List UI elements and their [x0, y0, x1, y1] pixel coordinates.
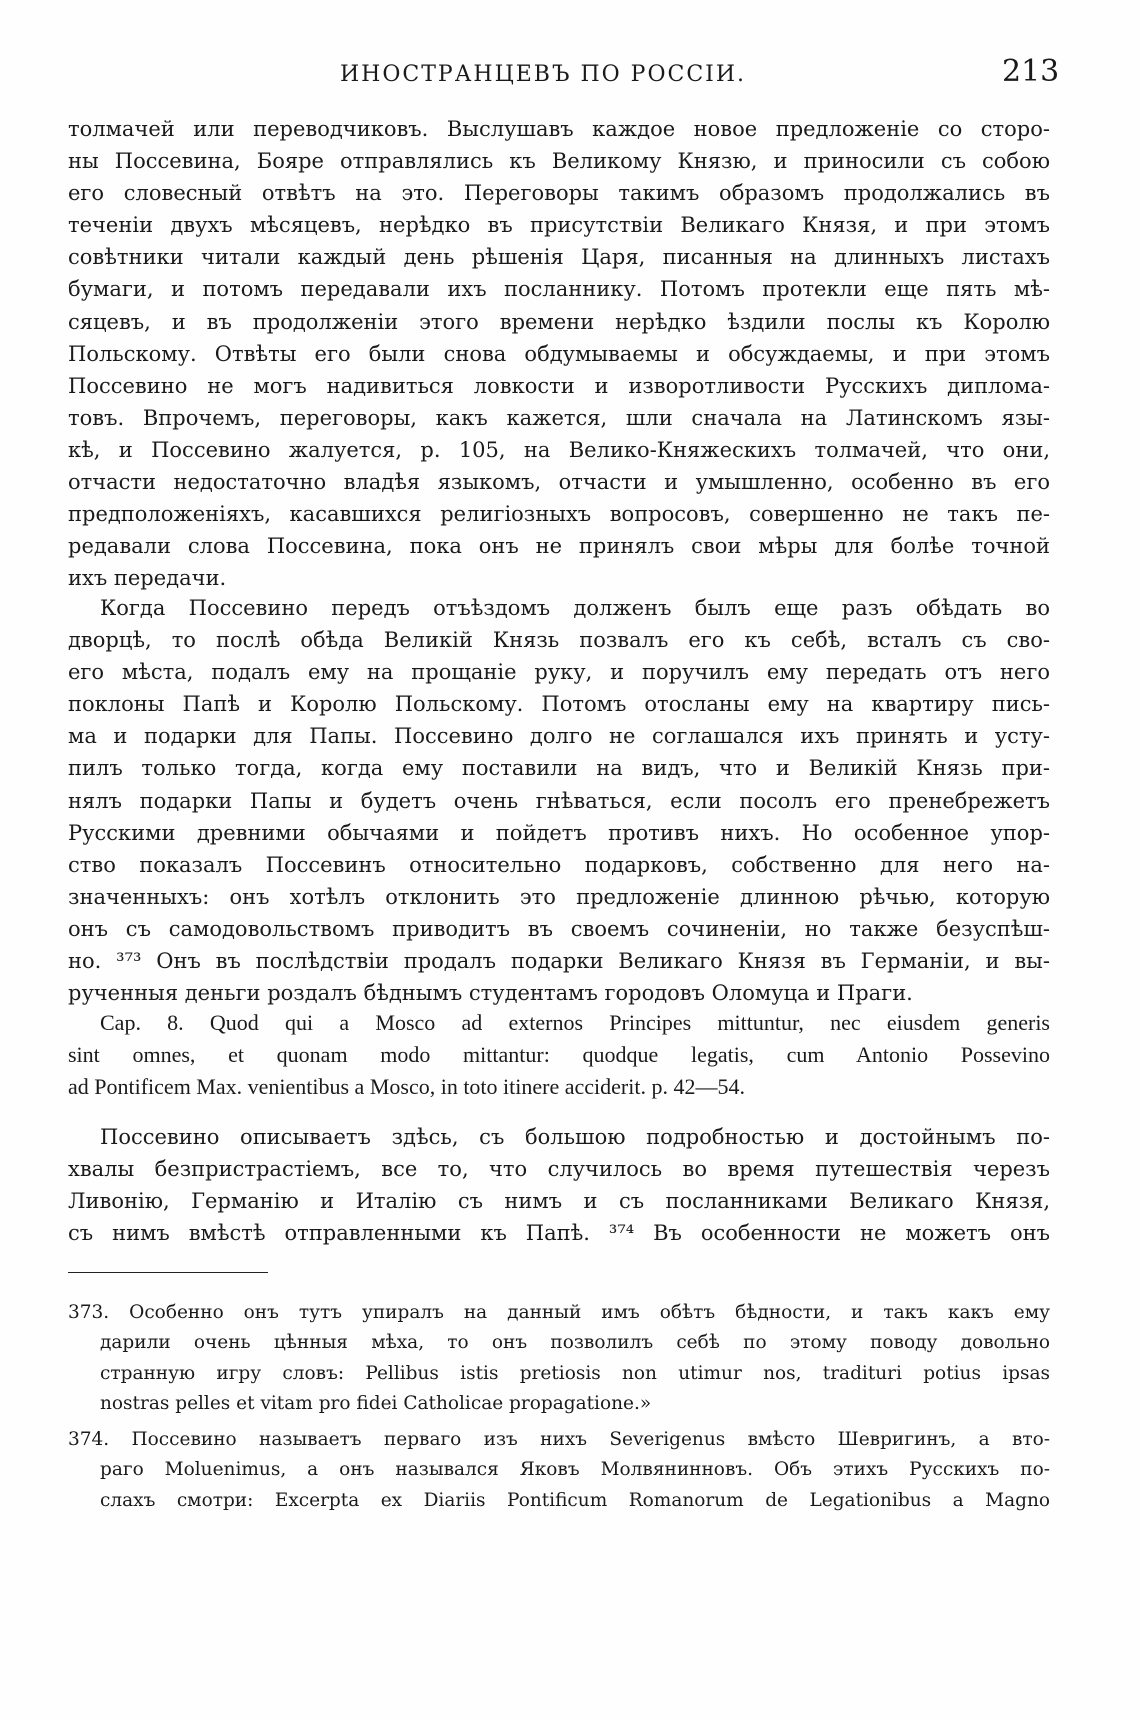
text-line: онъ съ самодовольствомъ приводитъ въ своемъ сочиненіи, но также безуспѣш- [68, 916, 1050, 941]
paragraph-1 [68, 113, 1050, 594]
text-line: ad Pontificem Max. venientibus a Mosco, in toto itinere acciderit. p. 42—54. [68, 1074, 745, 1100]
text-line: совѣтники читали каждый день рѣшенія Царя, писанныя на длинныхъ листахъ [68, 245, 1050, 270]
text-line: пилъ только тогда, когда ему поставили на видъ, что и Великій Князь при- [68, 756, 1050, 781]
text-line: ны Поссевина, Бояре отправлялись къ Великому Князю, и приносили съ собою [68, 149, 1050, 174]
footnote-line: 373. Особенно онъ тутъ упиралъ на данный имъ обѣтъ бѣдности, и такъ какъ ему [68, 1302, 1050, 1323]
text-line: Ливонію, Германію и Италію съ нимъ и съ посланниками Великаго Князя, [68, 1189, 1050, 1214]
text-line: отчасти недостаточно владѣя языкомъ, отчасти и умышленно, особенно въ его [68, 470, 1050, 495]
text-line: ихъ передачи. [68, 566, 227, 591]
footnote-separator [68, 1272, 268, 1273]
text-line: хвалы безпристрастіемъ, все то, что случилось во время путешествія черезъ [68, 1157, 1050, 1182]
text-line: но. ³⁷³ Онъ въ послѣдствіи продалъ подарки Великаго Князя въ Германіи, и вы- [68, 949, 1050, 974]
footnote-373 [68, 1298, 1050, 1420]
text-line: Русскими древними обычаями и пойдетъ противъ нихъ. Но особенное упор- [68, 820, 1050, 845]
text-line: нялъ подарки Папы и будетъ очень гнѣваться, если посолъ его пренебрежетъ [68, 788, 1050, 813]
text-line: рученныя деньги роздалъ бѣднымъ студентамъ городовъ Оломуца и Праги. [68, 981, 913, 1006]
text-line: теченіи двухъ мѣсяцевъ, нерѣдко въ присутствіи Великаго Князя, и при этомъ [68, 213, 1050, 238]
text-line: Поссевино описываетъ здѣсь, съ большою подробностью и достойнымъ по- [100, 1125, 1050, 1149]
text-line: сяцевъ, и въ продолженіи этого времени нерѣдко ѣздили послы къ Королю [68, 309, 1050, 334]
footnote-line: странную игру словъ: Pellibus istis pretiosis non utimur nos, tradituri potius ipsas [100, 1362, 1050, 1384]
text-line: sint omnes, et quonam modo mittantur: quodque legatis, cum Antonio Possevino [68, 1042, 1050, 1068]
latin-chapter-paragraph [68, 1007, 1050, 1103]
text-line: кѣ, и Поссевино жалуется, р. 105, на Велико-Княжескихъ толмачей, что они, [68, 437, 1050, 462]
text-line: съ нимъ вмѣстѣ отправленными къ Папѣ. ³⁷⁴ Въ особенности не можетъ онъ [68, 1221, 1050, 1246]
footnote-line: дарили очень цѣнныя мѣха, то онъ позволилъ себѣ по этому поводу довольно [100, 1332, 1050, 1354]
text-line: Cap. 8. Quod qui a Mosco ad externos Principes mittuntur, nec eiusdem generis [100, 1010, 1050, 1035]
paragraph-2 [68, 592, 1050, 1009]
text-line: значенныхъ: онъ хотѣлъ отклонить это предложеніе длинною рѣчью, которую [68, 884, 1050, 909]
text-line: Польскому. Отвѣты его были снова обдумываемы и обсуждаемы, и при этомъ [68, 341, 1050, 366]
footnote-374 [68, 1425, 1050, 1516]
text-line: Поссевино не могъ надивиться ловкости и изворотливости Русскихъ диплома- [68, 373, 1050, 398]
footnote-line: nostras pelles et vitam pro fidei Catholicae propagatione.» [100, 1393, 652, 1415]
page-number: 213 [1002, 54, 1060, 89]
footnote-line: 374. Поссевино называетъ перваго изъ нихъ Severigenus вмѣсто Шевригинъ, а вто- [68, 1429, 1050, 1450]
footnote-line: слахъ смотри: Excerpta ex Diariis Pontificum Romanorum de Legationibus a Magno [100, 1489, 1050, 1511]
text-line: предположеніяхъ, касавшихся религіозныхъ вопросовъ, совершенно не такъ пе- [68, 502, 1050, 527]
text-line: ство показалъ Поссевинъ относительно подарковъ, собственно для него на- [68, 852, 1050, 877]
text-line: его мѣста, подалъ ему на прощаніе руку, и поручилъ ему передать отъ него [68, 660, 1050, 685]
text-line: дворцѣ, то послѣ обѣда Великій Князь позвалъ его къ себѣ, всталъ съ сво- [68, 628, 1050, 653]
text-line: его словесный отвѣтъ на это. Переговоры такимъ образомъ продолжались въ [68, 181, 1050, 206]
text-line: бумаги, и потомъ передавали ихъ посланнику. Потомъ протекли еще пять мѣ- [68, 277, 1050, 302]
text-line: товъ. Впрочемъ, переговоры, какъ кажется, шли сначала на Латинскомъ язы- [68, 405, 1050, 430]
text-line: поклоны Папѣ и Королю Польскому. Потомъ отосланы ему на квартиру пись- [68, 692, 1050, 717]
text-line: толмачей или переводчиковъ. Выслушавъ каждое новое предложеніе со сторо- [68, 117, 1050, 141]
paragraph-3 [68, 1121, 1050, 1249]
text-line: ма и подарки для Папы. Поссевино долго не соглашался ихъ принять и усту- [68, 724, 1050, 749]
running-title: ИНОСТРАНЦЕВЪ ПО РОССІИ. [340, 62, 747, 87]
text-line: Когда Поссевино передъ отъѣздомъ долженъ былъ еще разъ обѣдать во [100, 596, 1050, 620]
footnote-line: раго Moluenimus, а онъ назывался Яковъ Молвянинновъ. Объ этихъ Русскихъ по- [100, 1459, 1050, 1481]
text-line: редавали слова Поссевина, пока онъ не принялъ свои мѣры для болѣе точной [68, 534, 1050, 559]
